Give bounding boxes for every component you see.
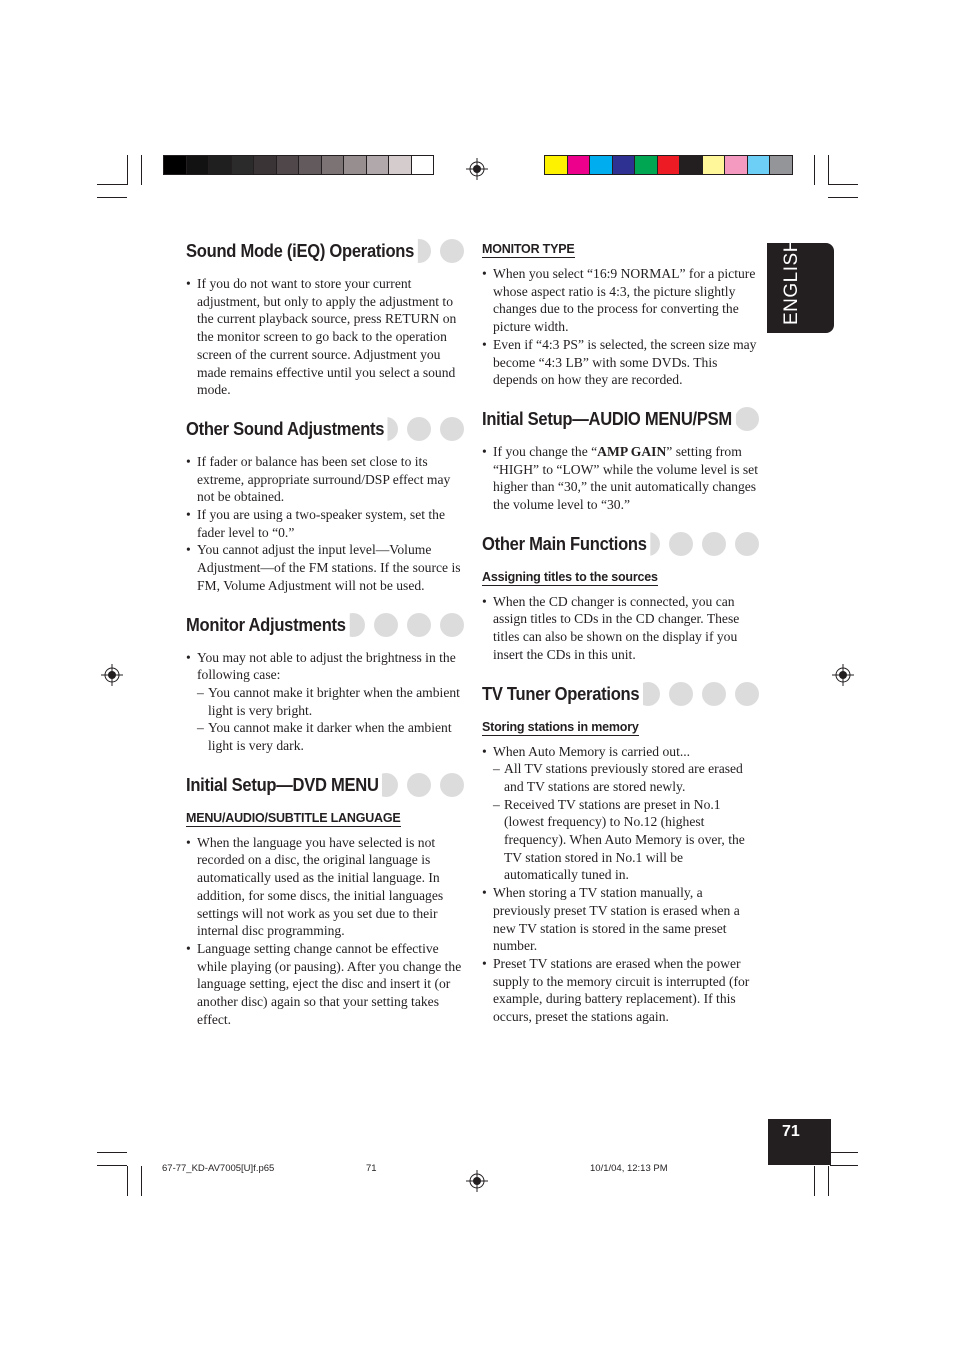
color-swatch — [634, 155, 658, 175]
section-heading — [186, 773, 464, 801]
color-swatch — [747, 155, 771, 175]
list-item-text: ” setting from “HIGH” to “LOW” while the volume level is set higher than “30,” the unit automatically changes the volume level to “30.” — [493, 443, 758, 513]
section-title: Initial Setup—DVD MENU — [186, 773, 382, 797]
section-heading — [186, 613, 464, 641]
bullet-list — [186, 453, 464, 595]
heading-decoration — [636, 682, 759, 706]
right-column — [482, 240, 759, 1026]
list-item: • When you select “16:9 NORMAL” for a picture whose aspect ratio is 4:3, the picture slightly changes due to the process for converting the picture width. — [482, 265, 759, 336]
section-heading — [482, 682, 759, 710]
color-swatch — [366, 155, 390, 175]
list-item: • When the CD changer is connected, you can assign titles to CDs in the CD changer. These titles can also be shown on the display if you insert the CDs in this unit. — [482, 593, 759, 664]
footer-filename: 67-77_KD-AV7005[U]f.p65 — [162, 1163, 275, 1174]
registration-mark-icon — [101, 664, 123, 686]
list-item-text: • You may not able to adjust the brightness in the following case: — [197, 649, 456, 683]
color-swatch — [724, 155, 748, 175]
color-swatch — [567, 155, 591, 175]
footer-date: 10/1/04, 12:13 PM — [590, 1163, 668, 1174]
dash-item: – You cannot make it brighter when the ambient light is very bright. — [197, 684, 464, 719]
list-item: • When storing a TV station manually, a previously preset TV station is erased when a new TV station is stored in the same preset number. — [482, 884, 759, 955]
list-item-text: If you change the “ — [493, 443, 598, 459]
left-column — [186, 239, 464, 1029]
color-swatch — [679, 155, 703, 175]
section-title: Monitor Adjustments — [186, 613, 349, 637]
color-swatch — [612, 155, 636, 175]
section-heading — [186, 239, 464, 267]
bullet-list — [482, 743, 759, 1026]
list-item: • Preset TV stations are erased when the power supply to the memory circuit is interrupted (for example, during battery replacement). If this occurs, preset the stations again. — [482, 955, 759, 1026]
dash-item: – Received TV stations are preset in No.1 (lowest frequency) to No.12 (highest frequency). When Auto Memory is over, the TV station stored in No.1 will be automatically tuned in. — [493, 796, 759, 885]
bullet-list — [186, 275, 464, 399]
bullet-list — [482, 443, 759, 514]
color-swatch — [321, 155, 345, 175]
setting-name: AMP GAIN — [597, 443, 667, 459]
color-swatch — [411, 155, 435, 175]
page-number-box — [768, 1119, 831, 1165]
registration-mark-icon — [832, 664, 854, 686]
bullet-list — [482, 265, 759, 389]
color-swatch — [343, 155, 367, 175]
color-swatch — [657, 155, 681, 175]
section-heading — [482, 407, 759, 435]
list-item: • If you do not want to store your current adjustment, but only to apply the adjustment to the current playback source, press RETURN on the monitor screen to go back to the operation screen of the current source. Adjustment you made remains effective until you select a sound mode. — [186, 275, 464, 399]
list-item: • If fader or balance has been set close to its extreme, appropriate surround/DSP effect may not be obtained. — [186, 453, 464, 506]
section-title: TV Tuner Operations — [482, 682, 643, 706]
color-swatch — [163, 155, 187, 175]
list-item — [482, 443, 759, 514]
registration-mark-icon — [466, 158, 488, 180]
color-swatch — [253, 155, 277, 175]
list-item: • If you are using a two-speaker system, set the fader level to “0.” — [186, 506, 464, 541]
list-item: • When the language you have selected is not recorded on a disc, the original language is automatically used as the initial language. In addition, for some discs, the initial languages settings will not work as you set due to their internal disc programming. — [186, 834, 464, 940]
color-swatch — [298, 155, 322, 175]
language-tab-label: ENGLISH — [781, 238, 802, 325]
bullet-list — [186, 649, 464, 755]
color-swatch — [544, 155, 568, 175]
section-title: Other Main Functions — [482, 532, 650, 556]
section-heading — [482, 532, 759, 560]
heading-decoration — [735, 407, 759, 431]
list-item: • Language setting change cannot be effective while playing (or pausing). After you change the language setting, eject the disc and insert it (or another disc) again so that your setting takes effect. — [186, 940, 464, 1029]
page-number: 71 — [782, 1123, 800, 1140]
section-heading — [186, 417, 464, 445]
section-title: Other Sound Adjustments — [186, 417, 388, 441]
dash-item: – You cannot make it darker when the ambient light is very dark. — [197, 719, 464, 754]
color-swatch — [702, 155, 726, 175]
heading-decoration — [341, 613, 464, 637]
color-swatch — [186, 155, 210, 175]
subheading: MENU/AUDIO/SUBTITLE LANGUAGE — [186, 810, 401, 825]
color-swatch — [231, 155, 255, 175]
list-item: • You cannot adjust the input level—Volume Adjustment—of the FM stations. If the source is FM, Volume Adjustment will not be used. — [186, 541, 464, 594]
heading-decoration — [636, 532, 759, 556]
color-swatch — [769, 155, 793, 175]
subheading: Assigning titles to the sources — [482, 569, 658, 584]
color-swatch — [589, 155, 613, 175]
list-item — [482, 743, 759, 885]
list-item: • Even if “4:3 PS” is selected, the screen size may become “4:3 LB” with some DVDs. This depends on how they are recorded. — [482, 336, 759, 389]
bullet-list — [186, 834, 464, 1029]
list-item — [186, 649, 464, 755]
color-swatch — [208, 155, 232, 175]
bullet-list — [482, 593, 759, 664]
registration-mark-icon — [466, 1170, 488, 1192]
color-swatch — [276, 155, 300, 175]
subheading: MONITOR TYPE — [482, 242, 575, 256]
subheading: Storing stations in memory — [482, 719, 639, 734]
footer-page: 71 — [366, 1163, 377, 1174]
section-title: Sound Mode (iEQ) Operations — [186, 239, 418, 263]
language-tab — [767, 238, 834, 333]
dash-item: – All TV stations previously stored are erased and TV stations are stored newly. — [493, 760, 759, 795]
color-swatch — [388, 155, 412, 175]
list-item-text: • When Auto Memory is carried out... — [493, 743, 691, 759]
section-title: Initial Setup—AUDIO MENU/PSM — [482, 407, 736, 431]
